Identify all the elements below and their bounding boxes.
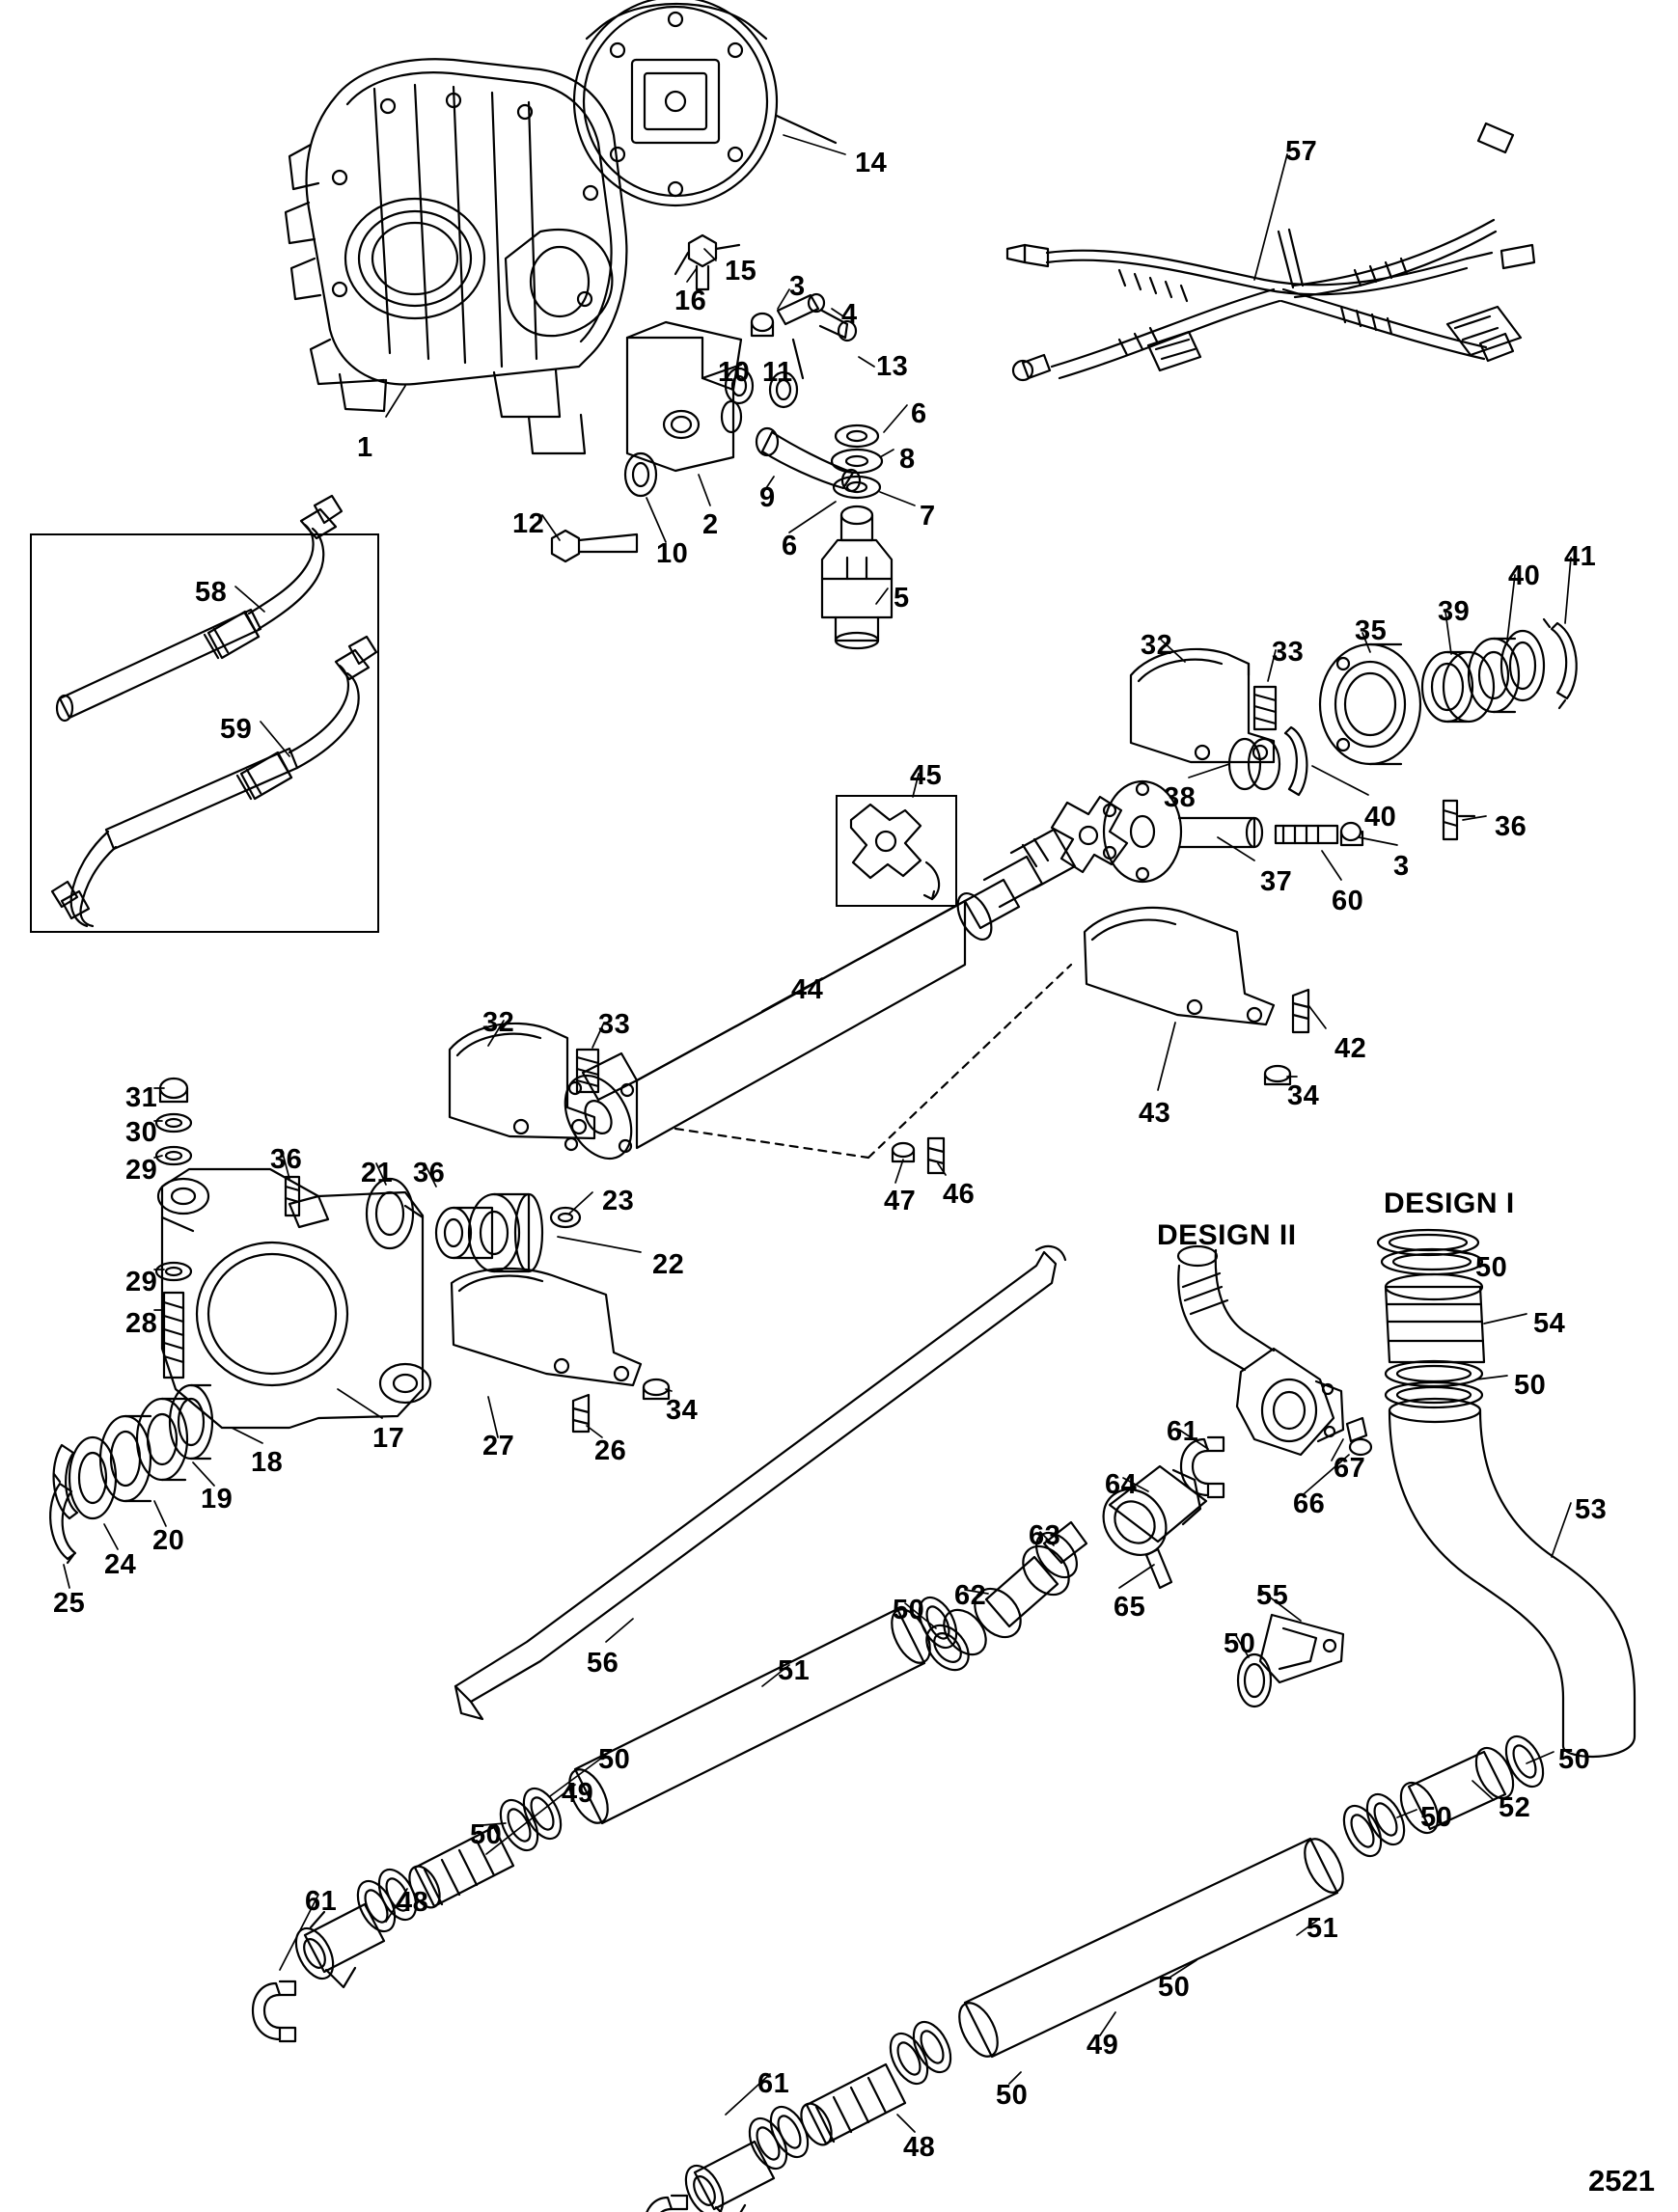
callout-number: 48 xyxy=(397,1887,429,1918)
callout-number: 2 xyxy=(702,509,719,540)
callout-number: 48 xyxy=(903,2132,936,2163)
callout-number: 61 xyxy=(757,2068,790,2099)
callout-number: 41 xyxy=(1564,541,1597,572)
callout-number: 61 xyxy=(1167,1416,1199,1447)
callout-number: 29 xyxy=(125,1155,158,1186)
callout-number: 45 xyxy=(910,760,943,791)
callout-number: 42 xyxy=(1334,1033,1367,1064)
callout-number: 1 xyxy=(357,432,373,463)
callout-number: 33 xyxy=(1272,637,1305,668)
callout-number: 44 xyxy=(791,974,824,1005)
callout-number: 50 xyxy=(1420,1802,1453,1833)
callout-number: 17 xyxy=(372,1423,405,1454)
callout-number: 49 xyxy=(562,1778,594,1809)
callout-number: 51 xyxy=(1307,1913,1339,1944)
callout-number: 23 xyxy=(602,1186,635,1216)
callout-number: 40 xyxy=(1508,560,1541,591)
callout-number: 39 xyxy=(1438,596,1471,627)
callout-number: 49 xyxy=(1087,2030,1119,2061)
ujoint-inset-box xyxy=(836,795,957,907)
callout-number: 38 xyxy=(1164,782,1197,813)
callout-number: 58 xyxy=(195,577,228,608)
callout-number: 18 xyxy=(251,1447,284,1478)
callout-number: 9 xyxy=(759,482,776,513)
callout-number: 27 xyxy=(482,1431,515,1461)
callout-number: 50 xyxy=(893,1595,925,1625)
callout-number: 26 xyxy=(594,1435,627,1466)
callout-number: 3 xyxy=(1393,851,1410,882)
callout-number: 50 xyxy=(1514,1370,1547,1401)
callout-number: 10 xyxy=(718,357,751,388)
callout-number: 60 xyxy=(1332,886,1364,916)
callout-number: 20 xyxy=(152,1525,185,1556)
callout-number: 50 xyxy=(470,1819,503,1850)
callout-number: 43 xyxy=(1139,1098,1171,1129)
callout-number: 55 xyxy=(1256,1580,1289,1611)
callout-number: 33 xyxy=(598,1009,631,1040)
callout-number: 21 xyxy=(361,1158,394,1188)
callout-number: 29 xyxy=(125,1267,158,1297)
callout-number: 12 xyxy=(512,508,545,539)
design-variant-label: DESIGN II xyxy=(1157,1219,1297,1251)
callout-number: 36 xyxy=(270,1144,303,1175)
callout-number: 59 xyxy=(220,714,253,745)
callout-number: 31 xyxy=(125,1082,158,1113)
callout-number: 6 xyxy=(782,531,798,561)
callout-number: 66 xyxy=(1293,1488,1326,1519)
sheet-number: 2521 xyxy=(1588,2164,1655,2198)
callout-number: 14 xyxy=(855,148,888,178)
callout-number: 32 xyxy=(482,1007,515,1038)
callout-number: 13 xyxy=(876,351,909,382)
callout-number: 56 xyxy=(587,1648,619,1679)
callout-number: 63 xyxy=(1029,1520,1061,1551)
callout-number: 65 xyxy=(1114,1592,1146,1623)
design-variant-label: DESIGN I xyxy=(1384,1188,1515,1219)
callout-number: 40 xyxy=(1364,802,1397,833)
callout-number: 16 xyxy=(674,286,707,316)
callout-number: 24 xyxy=(104,1549,137,1580)
callout-number: 34 xyxy=(666,1395,699,1426)
callout-number: 4 xyxy=(841,299,858,330)
callout-number: 28 xyxy=(125,1308,158,1339)
callout-number: 11 xyxy=(762,357,793,388)
callout-number: 36 xyxy=(413,1158,446,1188)
callout-number: 7 xyxy=(920,501,936,532)
callout-number: 34 xyxy=(1287,1080,1320,1111)
callout-number: 51 xyxy=(778,1655,811,1686)
callout-number: 52 xyxy=(1499,1792,1531,1823)
callout-number: 8 xyxy=(899,444,916,475)
callout-number: 47 xyxy=(884,1186,917,1216)
callout-number: 64 xyxy=(1105,1469,1138,1500)
callout-number: 53 xyxy=(1575,1494,1608,1525)
callout-number: 50 xyxy=(996,2080,1029,2111)
callout-number: 50 xyxy=(598,1744,631,1775)
callout-number: 62 xyxy=(954,1580,987,1611)
callout-number: 61 xyxy=(305,1886,338,1917)
callout-number: 6 xyxy=(911,398,927,429)
callout-number: 22 xyxy=(652,1249,685,1280)
callout-number: 50 xyxy=(1158,1972,1191,2003)
callout-number: 50 xyxy=(1558,1744,1591,1775)
callout-number: 32 xyxy=(1141,630,1173,661)
callout-number: 30 xyxy=(125,1117,158,1148)
callout-number: 50 xyxy=(1224,1628,1256,1659)
callout-number: 36 xyxy=(1495,811,1527,842)
callout-number: 54 xyxy=(1533,1308,1566,1339)
callout-number: 15 xyxy=(725,256,757,287)
callout-number: 19 xyxy=(201,1484,234,1515)
callout-number: 46 xyxy=(943,1179,976,1210)
callout-number: 50 xyxy=(1475,1252,1508,1283)
callout-number: 57 xyxy=(1285,136,1318,167)
callout-number: 10 xyxy=(656,538,689,569)
callout-number: 67 xyxy=(1334,1453,1366,1484)
callout-number: 35 xyxy=(1355,615,1388,646)
callout-number: 3 xyxy=(789,271,806,302)
callout-number: 25 xyxy=(53,1588,86,1619)
callout-number: 5 xyxy=(894,583,910,614)
callout-number: 37 xyxy=(1260,866,1293,897)
